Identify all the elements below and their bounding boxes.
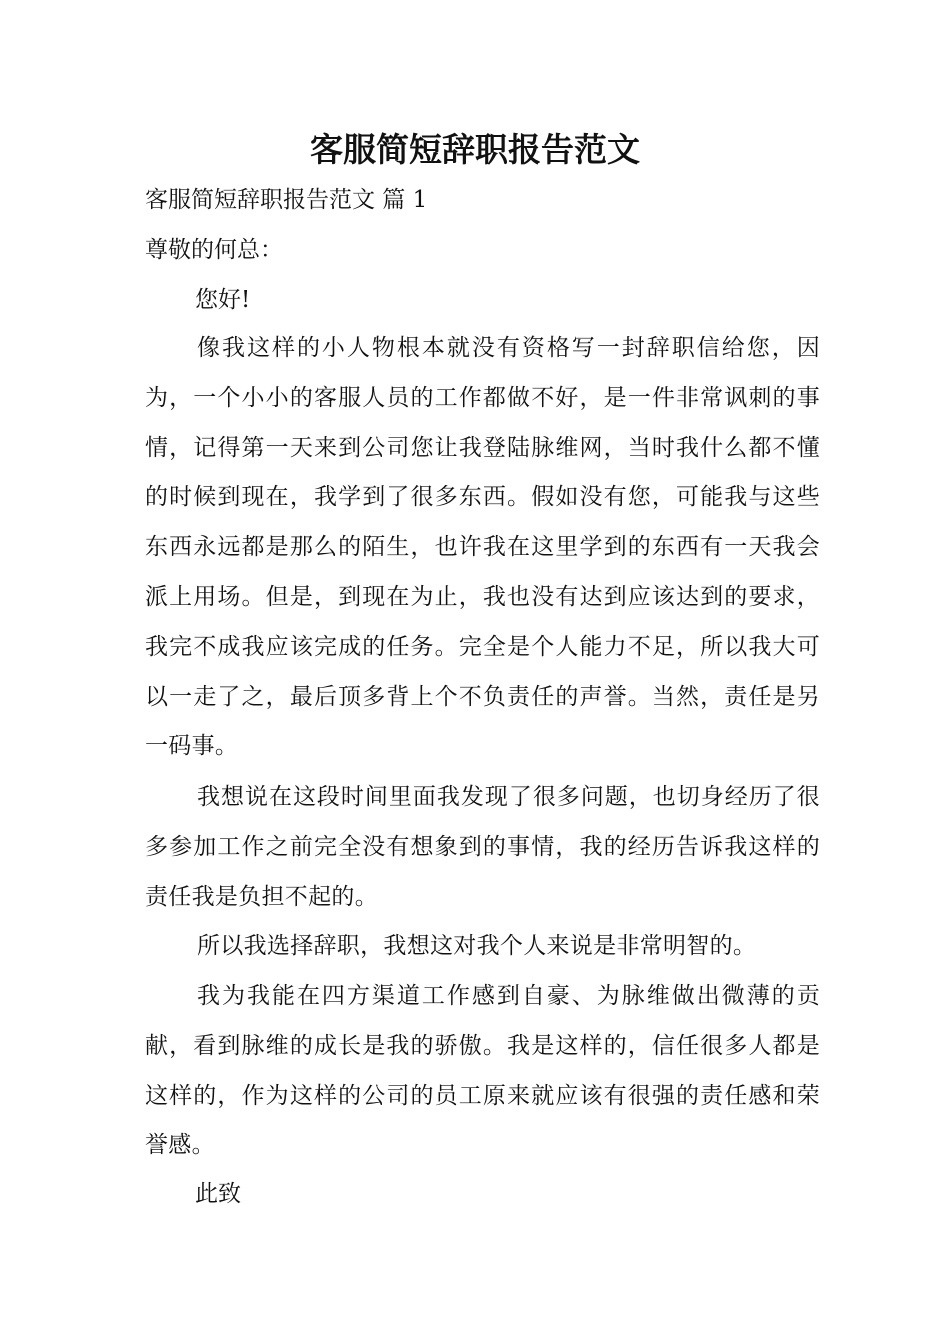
body-paragraph: 像我这样的小人物根本就没有资格写一封辞职信给您，因为，一个小小的客服人员的工作都做不好，是一件非常讽刺的事情，记得第一天来到公司您让我登陆脉维网，当时我什么都不懂的时候到现在，我学到了很多东西。假如没有您，可能我与这些东西永远都是那么的陌生，也许我在这里学到的东西有一天我会派上用场。但是，到现在为止，我也没有达到应该达到的要求，我完不成我应该完成的任务。完全是个人能力不足，所以我大可以一走了之，最后顶多背上个不负责任的声誉。当然，责任是另一码事。 bbox=[145, 335, 820, 760]
document-title: 客服简短辞职报告范文 bbox=[310, 130, 640, 169]
salutation: 尊敬的何总： bbox=[145, 237, 283, 263]
closing-line: 此致 bbox=[195, 1181, 241, 1207]
body-paragraph: 我想说在这段时间里面我发现了很多问题，也切身经历了很多参加工作之前完全没有想象到的事情，我的经历告诉我这样的责任我是负担不起的。 bbox=[145, 784, 820, 910]
body-paragraph: 我为我能在四方渠道工作感到自豪、为脉维做出微薄的贡献，看到脉维的成长是我的骄傲。我是这样的，信任很多人都是这样的，作为这样的公司的员工原来就应该有很强的责任感和荣誉感。 bbox=[145, 983, 820, 1159]
body-paragraph: 所以我选择辞职，我想这对我个人来说是非常明智的。 bbox=[197, 933, 757, 959]
document-subtitle: 客服简短辞职报告范文 篇 1 bbox=[145, 187, 428, 213]
greeting: 您好! bbox=[195, 287, 251, 313]
